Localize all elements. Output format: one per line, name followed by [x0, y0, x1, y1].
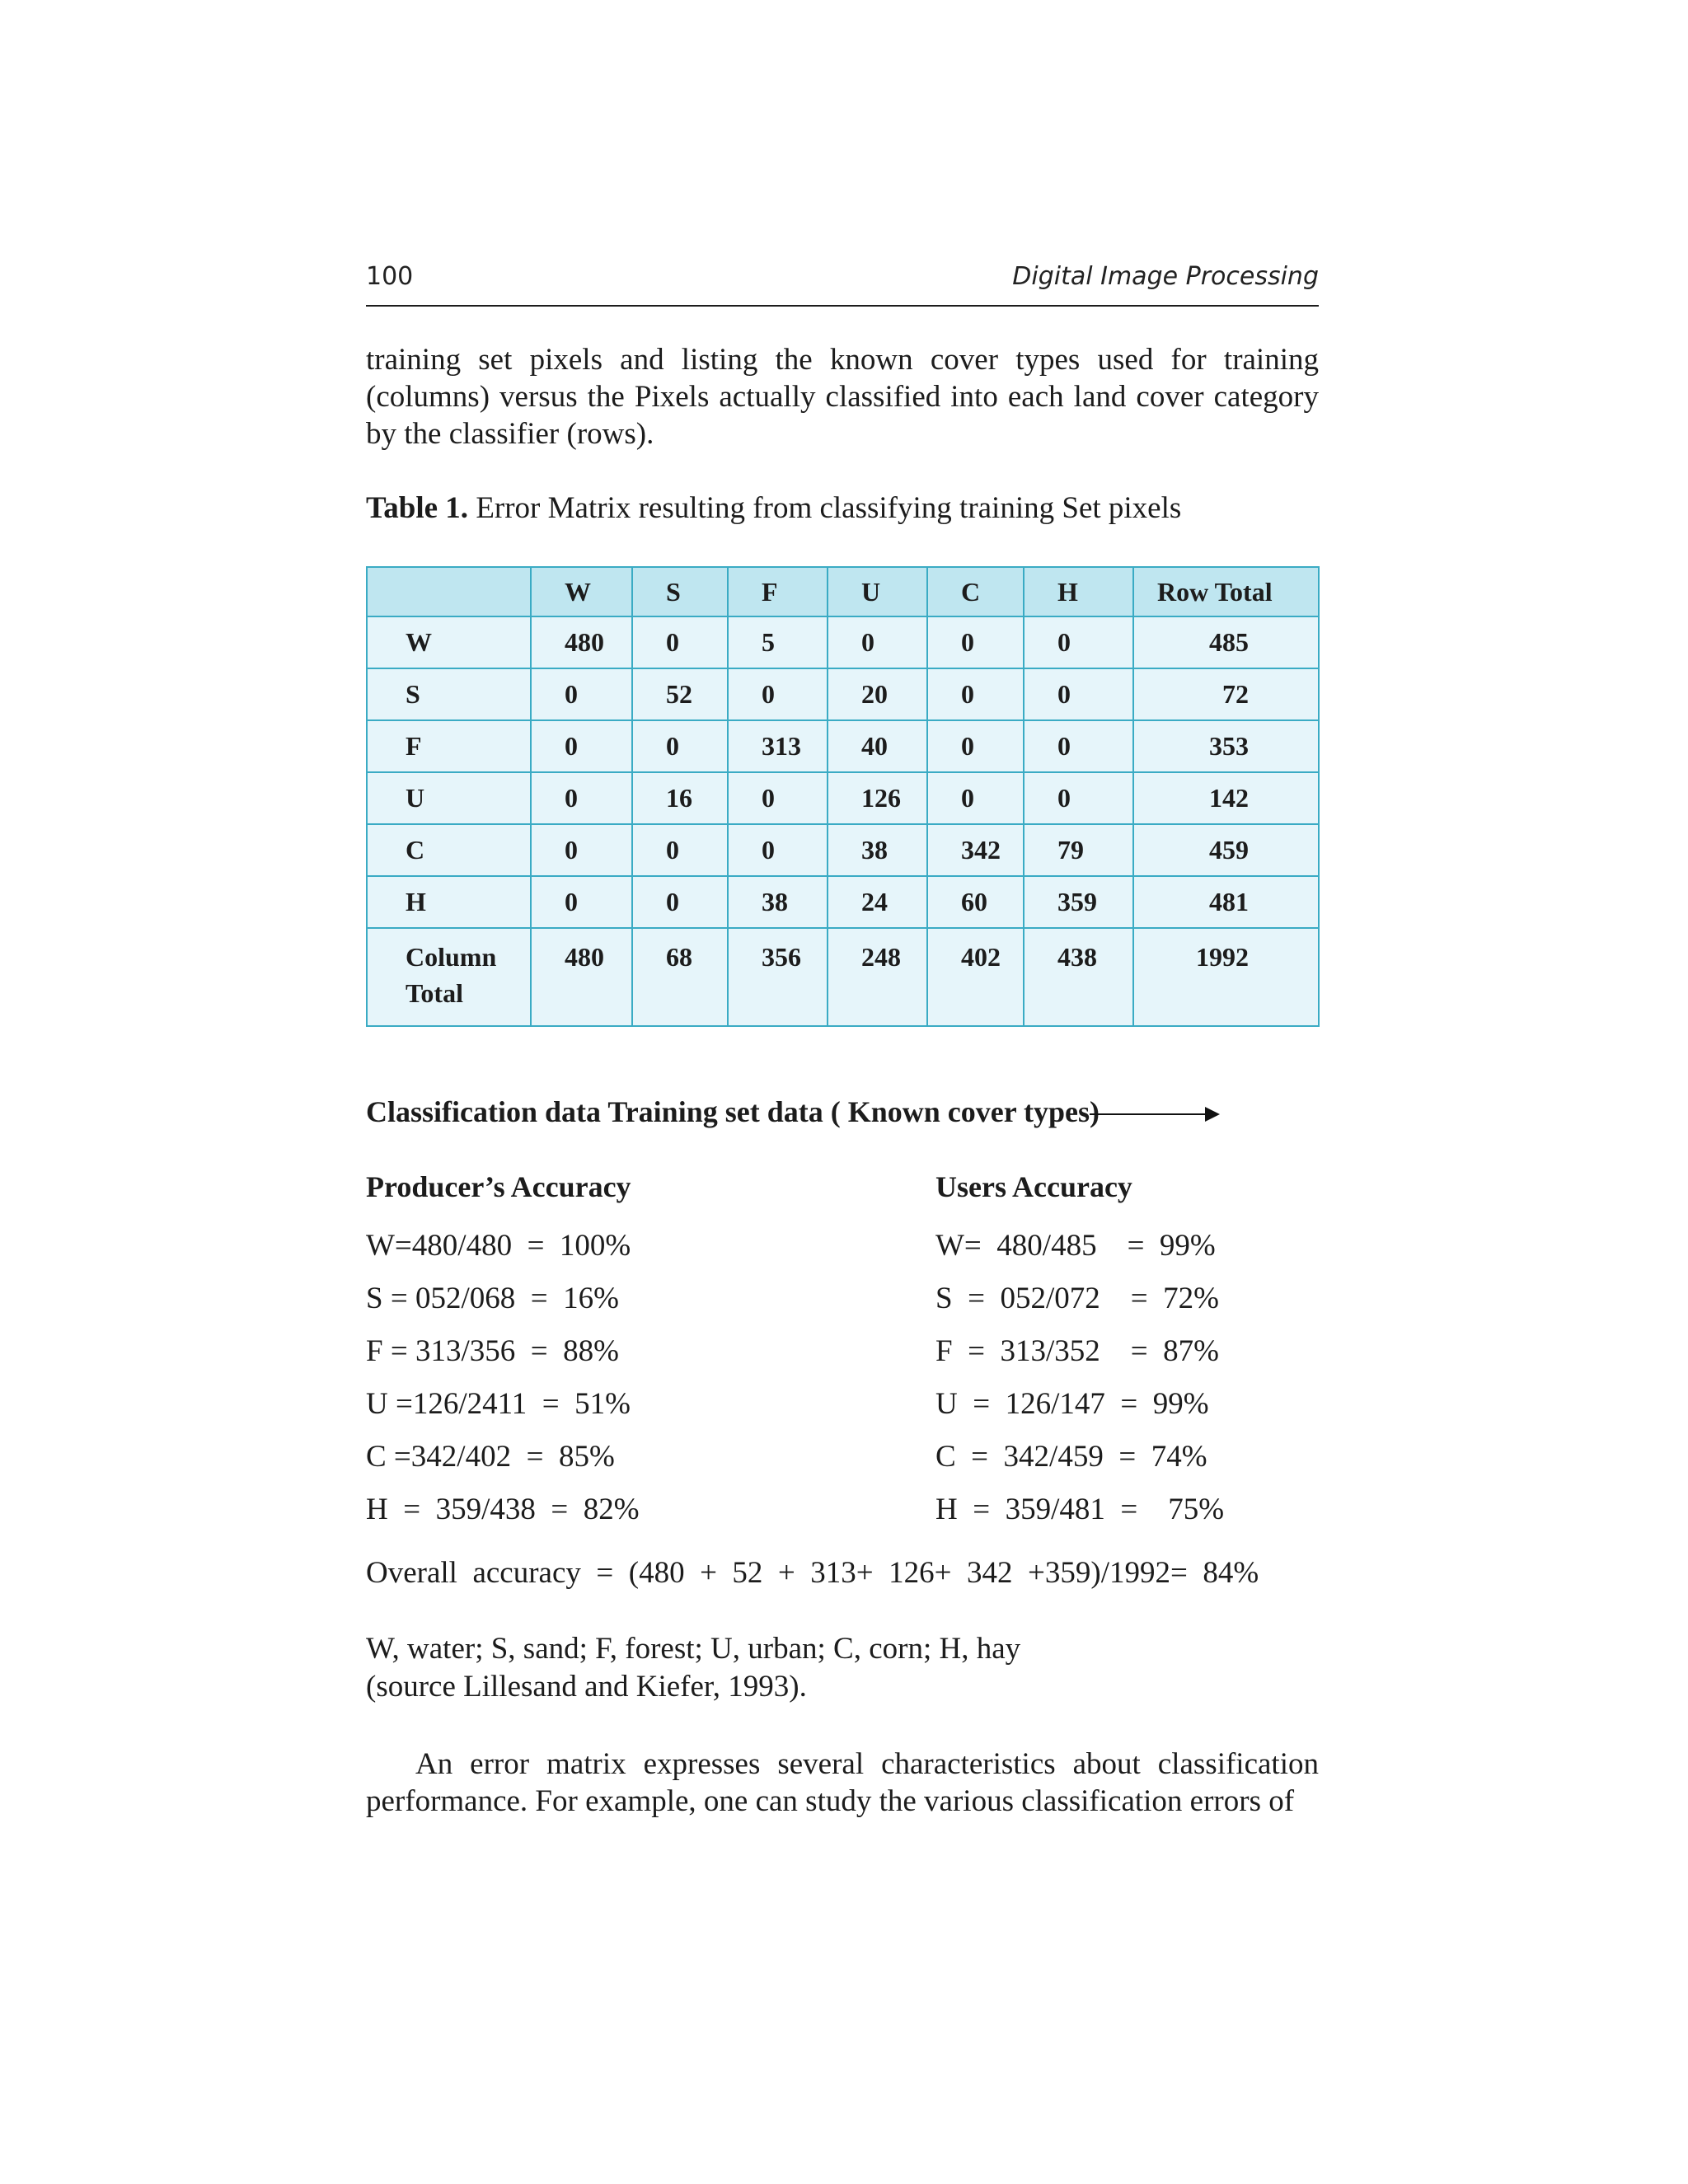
table-cell: 68 [632, 928, 728, 1026]
overall-accuracy: Overall accuracy = (480 + 52 + 313+ 126+ 342 +359)/1992= 84% [366, 1556, 1259, 1590]
table-cell: 402 [927, 928, 1024, 1026]
table-cell: 0 [1024, 720, 1133, 772]
legend-line: W, water; S, sand; F, forest; U, urban; C, corn; H, hay [366, 1632, 1021, 1666]
header-cell [367, 567, 531, 616]
row-label: F [367, 720, 531, 772]
producers-accuracy-title: Producer’s Accuracy [366, 1170, 631, 1203]
row-label: U [367, 772, 531, 824]
users-accuracy-title: Users Accuracy [935, 1170, 1132, 1203]
table-cell: 24 [828, 876, 927, 928]
table-cell: 0 [632, 876, 728, 928]
table-cell: 79 [1024, 824, 1133, 876]
caption-label: Table 1. [366, 491, 469, 525]
abbreviation-legend [366, 1630, 1020, 1706]
table-row [367, 668, 1319, 720]
table-cell: 0 [531, 876, 632, 928]
row-label: S [367, 668, 531, 720]
header-cell: C [927, 567, 1024, 616]
row-label: W [367, 616, 531, 668]
table-cell: 0 [531, 772, 632, 824]
table-cell: 40 [828, 720, 927, 772]
header-cell: Row Total [1133, 567, 1319, 616]
producers-accuracy-line: H = 359/438 = 82% [366, 1493, 640, 1526]
users-accuracy-line: W= 480/485 = 99% [935, 1229, 1216, 1263]
producers-accuracy [366, 1167, 640, 1536]
producers-accuracy-line: W=480/480 = 100% [366, 1229, 631, 1263]
row-total-cell: 459 [1133, 824, 1319, 876]
table-cell: 60 [927, 876, 1024, 928]
header-cell: F [728, 567, 828, 616]
table-cell: 5 [728, 616, 828, 668]
table-cell: 126 [828, 772, 927, 824]
table-cell: 0 [927, 616, 1024, 668]
table-cell: 359 [1024, 876, 1133, 928]
source-line: (source Lillesand and Kiefer, 1993). [366, 1670, 807, 1704]
users-accuracy-line: U = 126/147 = 99% [935, 1387, 1209, 1421]
table-cell: 16 [632, 772, 728, 824]
classification-line: Classification data Training set data ( Known cover types) [366, 1095, 1100, 1128]
header-cell: U [828, 567, 927, 616]
producers-accuracy-line: S = 052/068 = 16% [366, 1282, 619, 1315]
table-row [367, 720, 1319, 772]
table-caption [366, 490, 1181, 526]
table-row [367, 616, 1319, 668]
table-header-row [367, 567, 1319, 616]
producers-accuracy-line: F = 313/356 = 88% [366, 1334, 619, 1368]
table-row [367, 772, 1319, 824]
table-cell: 313 [728, 720, 828, 772]
row-label: H [367, 876, 531, 928]
users-accuracy-line: H = 359/481 = 75% [935, 1493, 1225, 1526]
users-accuracy-line: F = 313/352 = 87% [935, 1334, 1219, 1368]
table-row [367, 824, 1319, 876]
table-cell: 0 [927, 720, 1024, 772]
table-cell: 0 [1024, 616, 1133, 668]
users-accuracy-line: C = 342/459 = 74% [935, 1440, 1207, 1474]
users-accuracy-line: S = 052/072 = 72% [935, 1282, 1219, 1315]
table-cell: 0 [632, 824, 728, 876]
table-cell: 0 [1024, 668, 1133, 720]
page-number: 100 [366, 262, 414, 291]
table-cell: 0 [728, 824, 828, 876]
table-cell: 248 [828, 928, 927, 1026]
producers-accuracy-line: C =342/402 = 85% [366, 1440, 615, 1474]
row-total-cell: 72 [1133, 668, 1319, 720]
table-cell: 0 [728, 772, 828, 824]
row-total-cell: 481 [1133, 876, 1319, 928]
table-cell: 356 [728, 928, 828, 1026]
grand-total-cell: 1992 [1133, 928, 1319, 1026]
table-cell: 0 [531, 824, 632, 876]
table-cell: 52 [632, 668, 728, 720]
producers-accuracy-line: U =126/2411 = 51% [366, 1387, 631, 1421]
column-total-label: Column Total [406, 942, 497, 1008]
table-row [367, 876, 1319, 928]
arrow-line [1090, 1113, 1205, 1115]
column-total-row [367, 928, 1319, 1026]
table-cell: 0 [531, 720, 632, 772]
table-cell: 0 [927, 772, 1024, 824]
header-cell: S [632, 567, 728, 616]
table-cell: 342 [927, 824, 1024, 876]
table-cell: 0 [632, 616, 728, 668]
arrow-right-icon [1205, 1107, 1220, 1122]
row-total-cell: 142 [1133, 772, 1319, 824]
running-head: Digital Image Processing [1012, 262, 1319, 291]
row-total-cell: 485 [1133, 616, 1319, 668]
table-cell: 0 [1024, 772, 1133, 824]
table-cell: 0 [531, 668, 632, 720]
header-cell: H [1024, 567, 1133, 616]
header-cell: W [531, 567, 632, 616]
table-cell: 38 [828, 824, 927, 876]
row-label [367, 928, 531, 1026]
table-cell: 0 [632, 720, 728, 772]
table-cell: 480 [531, 928, 632, 1026]
intro-paragraph: training set pixels and listing the known cover types used for training (columns) versus the Pixels actually classified into each land cover category by the classifier (rows). [366, 343, 1319, 451]
row-total-cell: 353 [1133, 720, 1319, 772]
table-cell: 480 [531, 616, 632, 668]
users-accuracy [935, 1167, 1224, 1536]
table-cell: 0 [927, 668, 1024, 720]
table-cell: 0 [728, 668, 828, 720]
closing-paragraph: An error matrix expresses several characteristics about classification performance. For example, one can study the various classification errors of [366, 1747, 1319, 1818]
error-matrix-table [366, 566, 1320, 1027]
table-cell: 438 [1024, 928, 1133, 1026]
table-cell: 20 [828, 668, 927, 720]
caption-text: Error Matrix resulting from classifying training Set pixels [476, 491, 1182, 525]
header-rule [366, 305, 1319, 307]
table-cell: 0 [828, 616, 927, 668]
row-label: C [367, 824, 531, 876]
table-cell: 38 [728, 876, 828, 928]
